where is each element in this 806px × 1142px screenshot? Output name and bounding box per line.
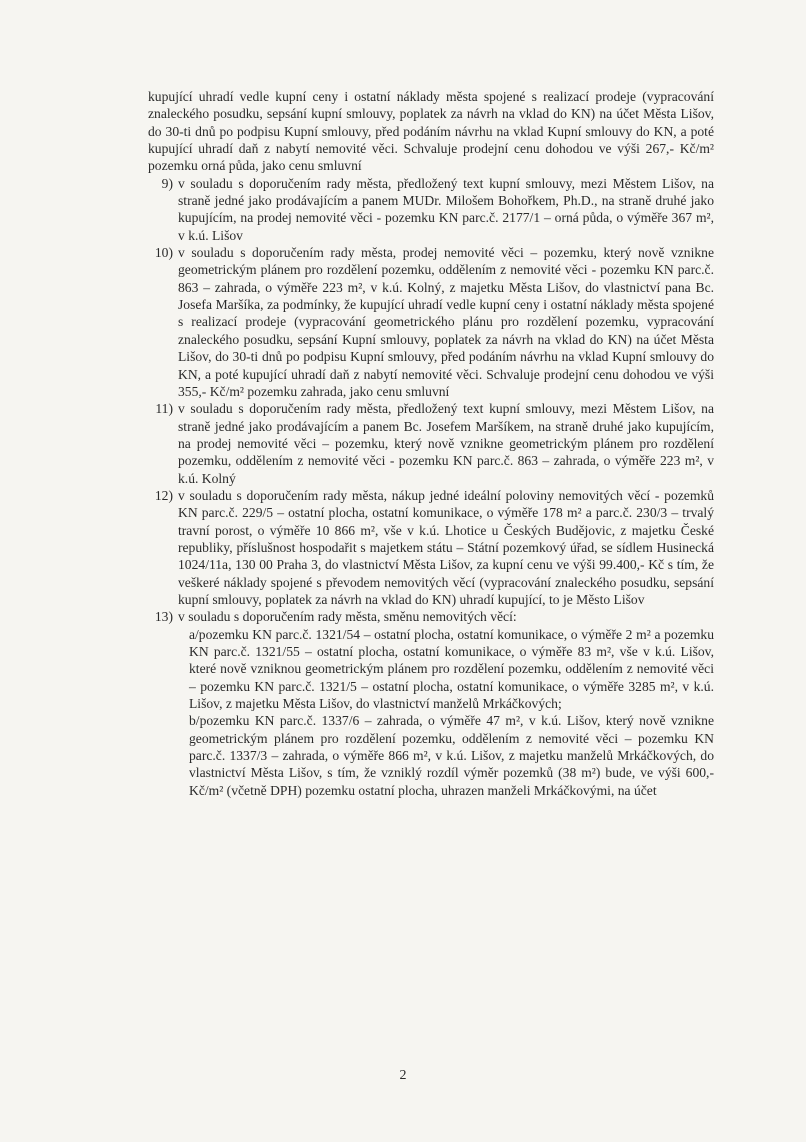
list-item: [148, 608, 714, 625]
item-number: 13): [154, 609, 173, 625]
list-item: [148, 400, 714, 487]
list-item: [148, 244, 714, 400]
item-number: 10): [154, 245, 173, 261]
item-text: v souladu s doporučením rady města, předložený text kupní smlouvy, mezi Městem Lišov, na straně jedné jako prodávajícím a panem MUDr. Milošem Bohořkem, Ph.D., na straně druhé jako kupujícím, na prodej nemovité věci - pozemku KN parc.č. 2177/1 – orná půda, o výměře 367 m², v k.ú. Lišov: [178, 175, 714, 243]
page-number: 2: [399, 1068, 407, 1083]
item-number: 12): [154, 487, 173, 503]
item-text: v souladu s doporučením rady města, směnu nemovitých věcí:: [178, 609, 517, 625]
item-text: v souladu s doporučením rady města, nákup jedné ideální poloviny nemovitých věcí - pozemků KN parc.č. 229/5 – ostatní plocha, ostatní komunikace, o výměře 178 m² a parc.č. 230/3 – trvalý travní porost, o výměře 10 866 m², vše v k.ú. Lhotice u Českých Budějovic, z majetku České republiky, příslušnost hospodařit s majetkem státu – Státní pozemkový úřad, se sídlem Husinecká 1024/11a, 130 00 Praha 3, do vlastnictví Města Lišov, za kupní cenu ve výši 99.400,- Kč s tím, že veškeré náklady spojené s převodem nemovitých věcí (vypracování znaleckého posudku, sepsání kupní smlouvy, poplatek za návrh na vklad do KN) uhradí kupující, to je Město Lišov: [178, 487, 714, 607]
document-body: [148, 88, 714, 799]
item-number: 9): [161, 175, 173, 191]
list-item: [148, 487, 714, 608]
sub-item-b: b/pozemku KN parc.č. 1337/6 – zahrada, o výměře 47 m², v k.ú. Lišov, který nově vznikne geometrickým plánem pro rozdělení pozemku, oddělením z nemovité věci – pozemku KN parc.č. 1337/3 – zahrada, o výměře 866 m², v k.ú. Lišov, z majetku manželů Mrkáčkových, do vlastnictví Města Lišov, s tím, že vzniklý rozdíl výměr pozemků (38 m²) bude, ve výši 600,- Kč/m² (včetně DPH) pozemku ostatní plocha, uhrazen manželi Mrkáčkovými, na účet: [189, 713, 714, 798]
item-text: v souladu s doporučením rady města, předložený text kupní smlouvy, mezi Městem Lišov, na straně jedné jako prodávajícím a panem Bc. Josefem Maršíkem, na straně druhé jako kupujícím, na prodej nemovité věci – pozemku, který nově vznikne geometrickým plánem pro rozdělení pozemku, oddělením z nemovité věci - pozemku KN parc.č. 863 – zahrada, o výměře 223 m², v k.ú. Kolný: [178, 401, 714, 486]
sub-item-a: a/pozemku KN parc.č. 1321/54 – ostatní plocha, ostatní komunikace, o výměře 2 m² a pozemku KN parc.č. 1321/55 – ostatní plocha, ostatní komunikace, o výměře 83 m², vše v k.ú. Lišov, které nově vzniknou geometrickým plánem pro rozdělení pozemku, oddělením z nemovité věci – pozemku KN parc.č. 1321/5 – ostatní plocha, ostatní komunikace, o výměře 3285 m², v k.ú. Lišov, z majetku Města Lišov, do vlastnictví manželů Mrkáčkových;: [189, 626, 714, 712]
list-item: [148, 175, 714, 244]
item-text: v souladu s doporučením rady města, prodej nemovité věci – pozemku, který nově vznikne geometrickým plánem pro rozdělení pozemku, oddělením z nemovité věci - pozemku KN parc.č. 863 – zahrada, o výměře 223 m², v k.ú. Kolný, z majetku Města Lišov, do vlastnictví pana Bc. Josefa Maršíka, za podmínky, že kupující uhradí vedle kupní ceny i ostatní náklady města spojené s realizací prodeje (vypracování geometrického plánu pro rozdělení pozemku, vypracování znaleckého posudku, sepsání Kupní smlouvy, poplatek za návrh na vklad do KN) na účet Města Lišov, do 30-ti dnů po podpisu Kupní smlouvy, před podáním návrhu na vklad Kupní smlouvy do KN, a poté kupující uhradí daň z nabytí nemovité věci. Schvaluje prodejní cenu dohodou ve výši 355,- Kč/m² pozemku zahrada, jako cenu smluvní: [178, 245, 714, 399]
lead-paragraph: kupující uhradí vedle kupní ceny i ostatní náklady města spojené s realizací prodeje (vypracování znaleckého posudku, sepsání kupní smlouvy, poplatek za návrh na vklad do KN) na účet Města Lišov, do 30-ti dnů po podpisu Kupní smlouvy, před podáním návrhu na vklad Kupní smlouvy do KN, a poté kupující uhradí daň z nabytí nemovité věci. Schvaluje prodejní cenu dohodou ve výši 267,- Kč/m² pozemku orná půda, jako cenu smluvní: [148, 89, 714, 174]
item-number: 11): [155, 401, 173, 417]
